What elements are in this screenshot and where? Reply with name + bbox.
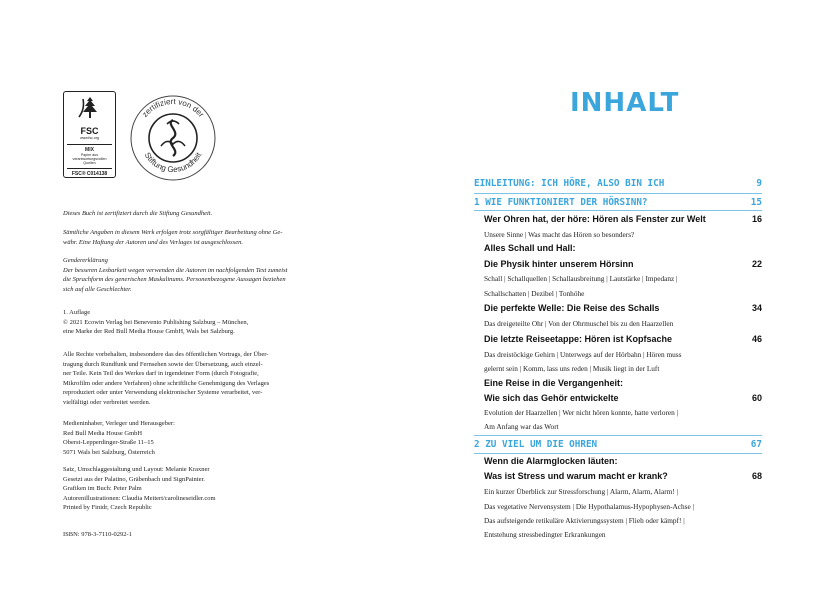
- fsc-url: www.fsc.org: [80, 136, 99, 140]
- toc-subsections-4b: gelernt sein | Komm, lass uns reden | Musik liegt in der Luft: [484, 364, 660, 373]
- fsc-code: FSC® C014138: [67, 168, 112, 177]
- rights-reserved: Alle Rechte vorbehalten, insbesondere das des öffentlichen Vortrags, der Über- tragung durch Rundfunk und Fernsehen sowie der Übersetzung, auch einzel- ner Teile. Kein Teil des Werkes darf in irgendeiner Form (durch Fotografie, Mikrofilm oder andere Verfahren) ohne schriftliche Genehmigung des Verlages reproduziert oder unter Verwendung elektronischer Systeme verarbeitet, ver- vielfältigt oder verbreitet werden.: [63, 351, 270, 406]
- fsc-tree-icon: [75, 95, 105, 121]
- copyright: 1. Auflage © 2021 Ecowin Verlag bei Benevento Publishing Salzburg – München, eine Marke der Red Bull Media House GmbH, Wals bei Salzburg.: [63, 309, 249, 335]
- publisher-info: Medieninhaber, Verleger und Herausgeber: Red Bull Media House GmbH Oberst-Lepperdinger-Straße 11–15 5071 Wals bei Salzburg, Österreich: [63, 420, 175, 456]
- toc-subsections-3: Das dreigeteilte Ohr | Von der Ohrmuschel bis zu den Haarzellen: [484, 319, 674, 328]
- isbn: ISBN: 978-3-7110-0292-1: [63, 531, 132, 538]
- gender-statement: Gendererklärung Der besseren Lesbarkeit wegen verwenden die Autoren im nachfolgenden Text zumeist die Sprachform des generischen Maskulinums. Personenbezogene Aussagen beziehen sich auf alle Geschlechter.: [63, 257, 288, 293]
- toc-subsections-4: Das dreistöckige Gehirn | Unterwegs auf der Hörbahn | Hören muss: [484, 350, 682, 359]
- toc-chapter-2: 2 ZU VIEL UM DIE OHREN 67: [474, 439, 762, 450]
- toc-subsections-2b: Schallschatten | Dezibel | Tonhöhe: [484, 289, 585, 298]
- svg-text:zertifiziert von der: [140, 97, 206, 119]
- toc-subsections-6: Ein kurzer Überblick zur Stressforschung | Alarm, Alarm, Alarm! |: [484, 487, 679, 496]
- divider: [474, 453, 762, 454]
- toc-subsections-6b: Das vegetative Nervensystem | Die Hypothalamus-Hypophysen-Achse |: [484, 502, 695, 511]
- page-title: INHALT: [570, 88, 680, 118]
- toc-subsections-6c: Das aufsteigende retikuläre Aktivierungssystem | Flieh oder kämpf! |: [484, 516, 685, 525]
- toc-subsections-5: Evolution der Haarzellen | Wer nicht hören konnte, hatte verloren |: [484, 408, 679, 417]
- divider: [474, 210, 762, 211]
- fsc-name: FSC: [80, 126, 99, 136]
- stiftung-gesundheit-seal-icon: [129, 94, 217, 182]
- toc-intro: EINLEITUNG: ICH HÖRE, ALSO BIN ICH 9: [474, 178, 762, 189]
- toc-subsections-6d: Entstehung stressbedingter Erkrankungen: [484, 530, 606, 539]
- divider: [474, 435, 762, 436]
- toc-subsections-2: Schall | Schallquellen | Schallausbreitung | Lautstärke | Impedanz |: [484, 274, 678, 283]
- seal-bottom-text: Stiftung Gesundheit: [142, 150, 204, 175]
- divider: [474, 193, 762, 194]
- seal-top-text: zertifiziert von der: [140, 96, 206, 119]
- disclaimer: Sämtliche Angaben in diesem Werk erfolgen trotz sorgfältiger Bearbeitung ohne Ge- währ. Eine Haftung der Autoren und des Verlages ist ausgeschlossen.: [63, 229, 283, 246]
- toc-chapter-1: 1 WIE FUNKTIONIERT DER HÖRSINN? 15: [474, 197, 762, 208]
- credits: Satz, Umschlaggestaltung und Layout: Melanie Kraxner Gesetzt aus der Palatino, Gräbenbach und SignPainter. Grafiken im Buch: Peter Palm Autorenillustrationen: Claudia Meitert/carolineseidler.com Printed by Finidr, Czech Republic: [63, 466, 216, 511]
- certification-note: Dieses Buch ist zertifiziert durch die Stiftung Gesundheit.: [63, 210, 213, 217]
- fsc-mix-text: Papier aus verantwortungsvollen Quellen: [72, 153, 107, 166]
- fsc-logo: [63, 91, 116, 178]
- toc-subsections-1: Unsere Sinne | Was macht das Hören so besonders?: [484, 230, 635, 239]
- toc-subsections-5b: Am Anfang war das Wort: [484, 422, 559, 431]
- fsc-mix: MIX: [67, 144, 112, 153]
